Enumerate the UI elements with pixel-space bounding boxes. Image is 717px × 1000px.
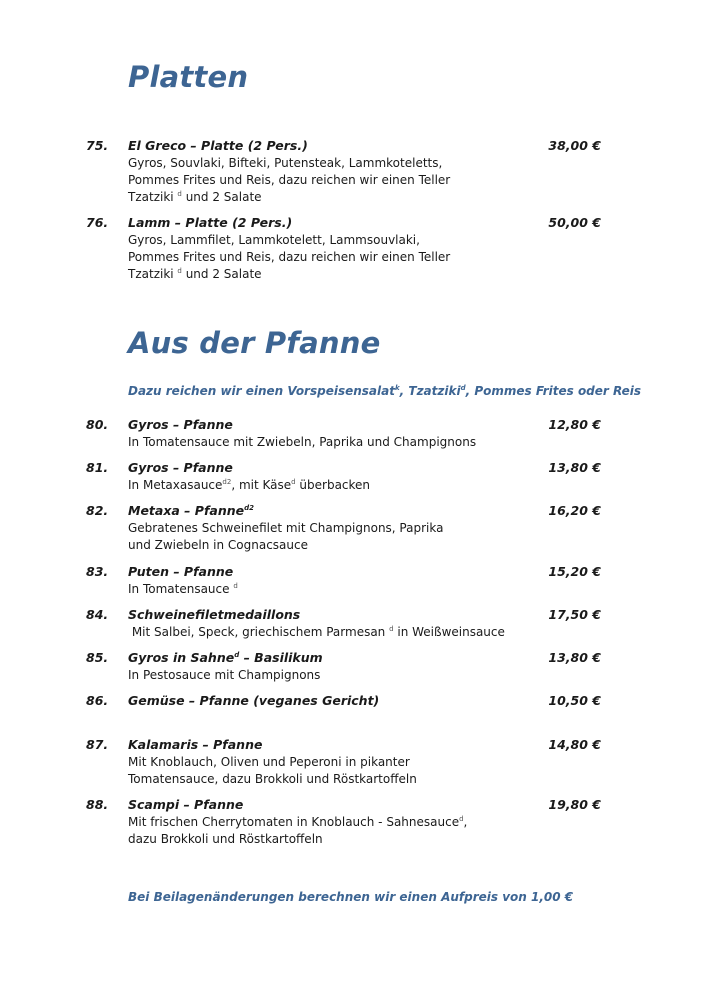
description-line <box>128 266 450 283</box>
item-description <box>128 754 417 788</box>
allergen-marker: d <box>291 478 296 486</box>
allergen-marker: k <box>394 384 400 392</box>
item-price: 16,20 € <box>548 503 601 518</box>
allergen-marker: d <box>460 384 466 392</box>
description-text: Tzatziki <box>128 267 178 281</box>
item-title: Kalamaris – Pfanne <box>128 737 263 752</box>
item-number: 83. <box>86 564 109 579</box>
item-description <box>128 155 450 206</box>
item-description <box>128 232 450 283</box>
description-line <box>128 814 467 831</box>
item-price: 17,50 € <box>548 607 601 622</box>
item-number: 84. <box>86 607 109 622</box>
description-line: Gyros, Souvlaki, Bifteki, Putensteak, Lammkoteletts, <box>128 156 443 170</box>
description-line: In Pestosauce mit Champignons <box>128 668 321 682</box>
item-number: 76. <box>86 215 109 230</box>
item-title: Gemüse – Pfanne (veganes Gericht) <box>128 693 380 708</box>
item-price: 12,80 € <box>548 417 601 432</box>
item-title: El Greco – Platte (2 Pers.) <box>128 138 308 153</box>
description-line <box>128 477 370 494</box>
allergen-marker: d <box>177 190 182 198</box>
item-description <box>128 624 505 641</box>
allergen-marker: d <box>234 650 240 659</box>
item-number: 85. <box>86 650 109 665</box>
item-price: 50,00 € <box>548 215 601 230</box>
item-description <box>128 477 370 494</box>
item-price: 38,00 € <box>548 138 601 153</box>
description-text: Tzatziki <box>128 190 178 204</box>
item-price: 14,80 € <box>548 737 601 752</box>
item-description <box>128 434 476 451</box>
title-text: Gyros in Sahne <box>128 650 235 665</box>
item-title: Scampi – Pfanne <box>128 797 244 812</box>
description-text: , <box>463 815 468 829</box>
allergen-marker: d <box>233 582 238 590</box>
item-title: Gyros – Pfanne <box>128 460 233 475</box>
description-text: Mit Salbei, Speck, griechischem Parmesan <box>128 625 390 639</box>
item-title <box>128 650 323 665</box>
item-price: 13,80 € <box>548 460 601 475</box>
description-line: Tomatensauce, dazu Brokkoli und Röstkartoffeln <box>128 772 417 786</box>
description-line <box>128 189 450 206</box>
note-text: Dazu reichen wir einen Vorspeisensalat <box>128 384 395 398</box>
description-line <box>128 581 238 598</box>
description-line: und Zwiebeln in Cognacsauce <box>128 538 308 552</box>
allergen-marker: d <box>459 815 464 823</box>
allergen-marker: d2 <box>222 478 232 486</box>
description-line: Pommes Frites und Reis, dazu reichen wir einen Teller <box>128 173 451 187</box>
description-line <box>128 624 505 641</box>
description-text: Mit frischen Cherrytomaten in Knoblauch - Sahnesauce <box>128 815 460 829</box>
note-text: , Tzatziki <box>399 384 461 398</box>
item-price: 15,20 € <box>548 564 601 579</box>
item-title: Schweinefiletmedaillons <box>128 607 301 622</box>
section-heading-platten: Platten <box>128 60 249 94</box>
item-title <box>128 503 254 518</box>
item-number: 75. <box>86 138 109 153</box>
item-price: 19,80 € <box>548 797 601 812</box>
item-title: Puten – Pfanne <box>128 564 234 579</box>
description-line: Pommes Frites und Reis, dazu reichen wir einen Teller <box>128 250 451 264</box>
section-heading-pfanne: Aus der Pfanne <box>128 326 381 360</box>
description-line: In Tomatensauce mit Zwiebeln, Paprika und Champignons <box>128 435 477 449</box>
description-line: Gebratenes Schweinefilet mit Champignons, Paprika <box>128 521 444 535</box>
item-number: 88. <box>86 797 109 812</box>
title-text: – Basilikum <box>239 650 323 665</box>
section-note <box>128 384 641 398</box>
allergen-marker: d <box>389 625 394 633</box>
description-line: dazu Brokkoli und Röstkartoffeln <box>128 832 323 846</box>
item-number: 86. <box>86 693 109 708</box>
note-text: , Pommes Frites oder Reis <box>465 384 642 398</box>
item-number: 87. <box>86 737 109 752</box>
description-text: In Tomatensauce <box>128 582 234 596</box>
description-line: Gyros, Lammfilet, Lammkotelett, Lammsouvlaki, <box>128 233 420 247</box>
item-description <box>128 667 320 684</box>
item-price: 13,80 € <box>548 650 601 665</box>
item-number: 82. <box>86 503 109 518</box>
item-title: Gyros – Pfanne <box>128 417 233 432</box>
item-number: 80. <box>86 417 109 432</box>
title-text: Metaxa – Pfanne <box>128 503 245 518</box>
description-text: in Weißweinsauce <box>393 625 505 639</box>
description-line: Mit Knoblauch, Oliven und Peperoni in pikanter <box>128 755 410 769</box>
item-description <box>128 520 443 554</box>
item-price: 10,50 € <box>548 693 601 708</box>
item-description <box>128 814 467 848</box>
description-text: und 2 Salate <box>181 267 262 281</box>
item-description <box>128 581 238 598</box>
description-text: , mit Käse <box>231 478 292 492</box>
item-number: 81. <box>86 460 109 475</box>
description-text: In Metaxasauce <box>128 478 223 492</box>
item-title: Lamm – Platte (2 Pers.) <box>128 215 293 230</box>
description-text: und 2 Salate <box>181 190 262 204</box>
surcharge-note: Bei Beilagenänderungen berechnen wir einen Aufpreis von 1,00 € <box>128 890 574 904</box>
description-text: überbacken <box>295 478 371 492</box>
allergen-marker: d2 <box>244 503 254 512</box>
allergen-marker: d <box>177 267 182 275</box>
